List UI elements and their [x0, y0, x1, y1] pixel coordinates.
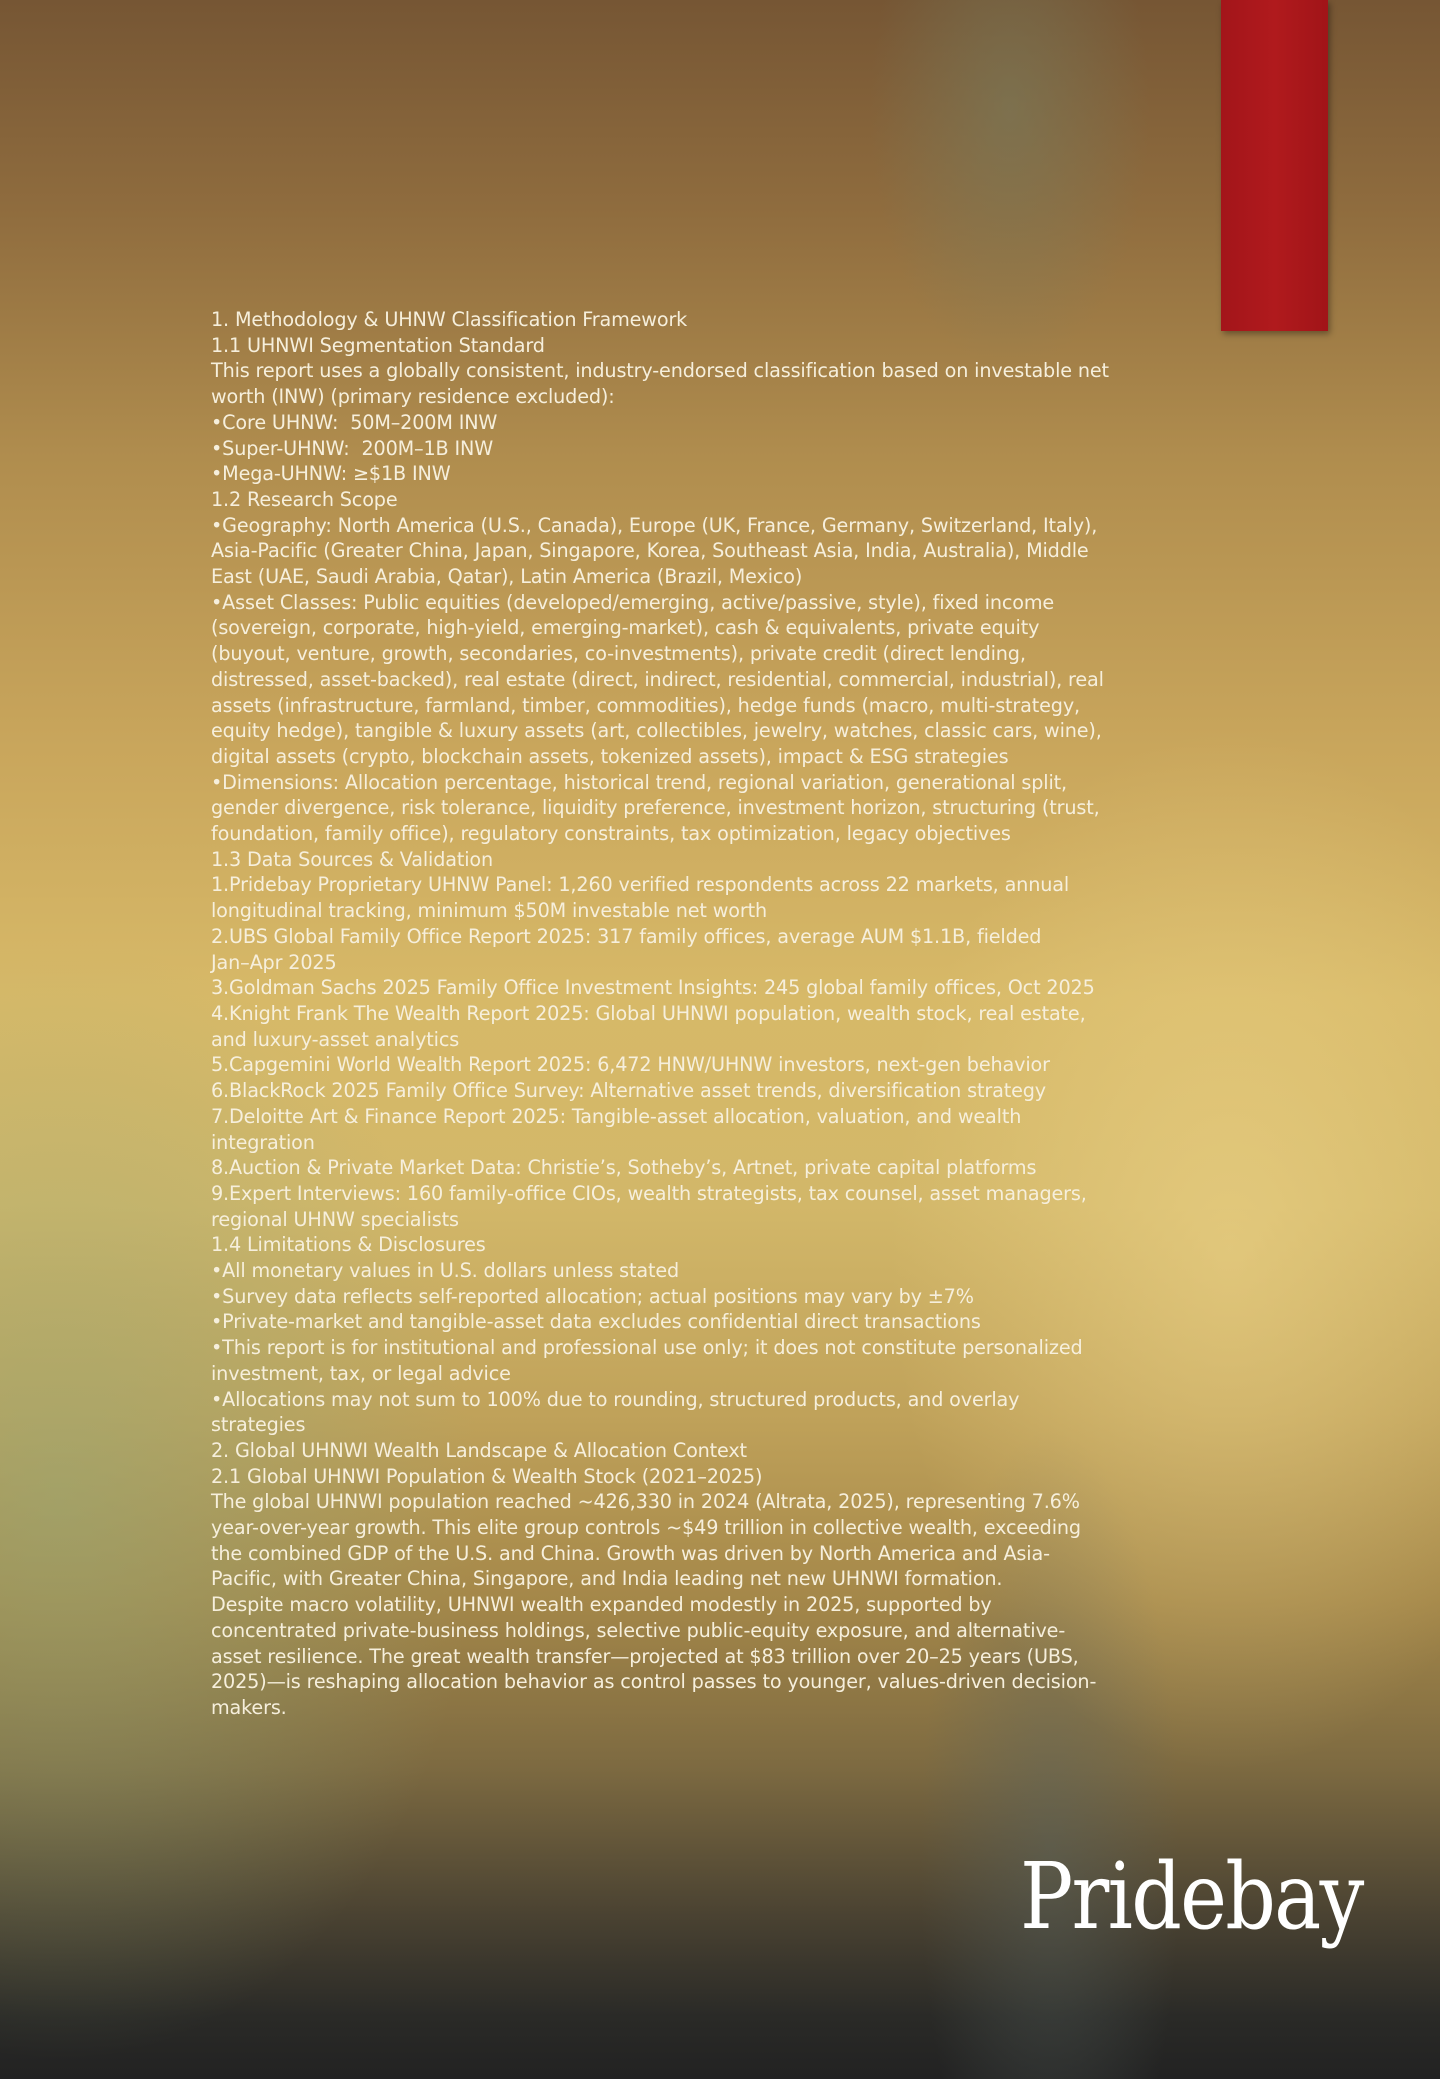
body-line: This report uses a globally consistent, industry-endorsed classification based on investable net [211, 359, 1109, 383]
body-line: integration [211, 1130, 315, 1154]
body-line: East (UAE, Saudi Arabia, Qatar), Latin America (Brazil, Mexico) [211, 565, 803, 589]
body-line: longitudinal tracking, minimum $50M investable net worth [211, 899, 767, 923]
body-line: Asia-Pacific (Greater China, Japan, Singapore, Korea, Southeast Asia, India, Australia), Middle [211, 539, 1089, 563]
body-line: 1.2 Research Scope [211, 487, 398, 511]
body-line: •Super-UHNW: 200M–1B INW [211, 436, 494, 460]
body-line: (sovereign, corporate, high-yield, emerging-market), cash & equivalents, private equity [211, 616, 1040, 640]
body-line: foundation, family office), regulatory constraints, tax optimization, legacy objectives [211, 822, 1011, 846]
body-line: •Geography: North America (U.S., Canada), Europe (UK, France, Germany, Switzerland, Italy), [211, 513, 1098, 537]
body-line: Jan–Apr 2025 [211, 950, 337, 974]
body-line: 7.Deloitte Art & Finance Report 2025: Tangible-asset allocation, valuation, and wealth [211, 1104, 1022, 1128]
body-line: 1.3 Data Sources & Validation [211, 847, 493, 871]
body-line: assets (infrastructure, farmland, timber, commodities), hedge funds (macro, multi-strategy, [211, 693, 1080, 717]
body-line: (buyout, venture, growth, secondaries, co-investments), private credit (direct lending, [211, 642, 1026, 666]
body-line: •Mega-UHNW: ≥$1B INW [211, 462, 451, 486]
body-line: •Private-market and tangible-asset data excludes confidential direct transactions [211, 1310, 981, 1334]
body-line: 3.Goldman Sachs 2025 Family Office Investment Insights: 245 global family offices, Oct 2025 [211, 976, 1095, 1000]
body-line: 2025)—is reshaping allocation behavior as control passes to younger, values-driven decision- [211, 1670, 1097, 1694]
body-line: Despite macro volatility, UHNWI wealth expanded modestly in 2025, supported by [211, 1593, 992, 1617]
body-line: the combined GDP of the U.S. and China. Growth was driven by North America and Asia- [211, 1541, 1050, 1565]
body-line: 1.4 Limitations & Disclosures [211, 1233, 486, 1257]
body-line: Pacific, with Greater China, Singapore, and India leading net new UHNWI formation. [211, 1567, 1003, 1591]
body-line: distressed, asset-backed), real estate (direct, indirect, residential, commercial, industrial), real [211, 667, 1104, 691]
body-line: 4.Knight Frank The Wealth Report 2025: Global UHNWI population, wealth stock, real estate, [211, 1001, 1086, 1025]
red-bookmark-ribbon [1221, 0, 1328, 331]
report-body-text [211, 307, 1191, 1721]
body-line: •Survey data reflects self-reported allocation; actual positions may vary by ±7% [211, 1284, 974, 1308]
body-line: equity hedge), tangible & luxury assets (art, collectibles, jewelry, watches, classic cars, wine), [211, 719, 1102, 743]
body-line: 1. Methodology & UHNW Classification Framework [211, 308, 688, 331]
body-line: •Allocations may not sum to 100% due to rounding, structured products, and overlay [211, 1387, 1020, 1411]
body-line: strategies [211, 1413, 306, 1437]
body-line: 2.1 Global UHNWI Population & Wealth Stock (2021–2025) [211, 1464, 763, 1488]
body-line: worth (INW) (primary residence excluded): [211, 385, 615, 409]
brand-logo-wordmark: Pridebay [1020, 1843, 1363, 1950]
body-line: 2. Global UHNWI Wealth Landscape & Allocation Context [211, 1438, 747, 1462]
body-line: 9.Expert Interviews: 160 family-office CIOs, wealth strategists, tax counsel, asset managers, [211, 1181, 1087, 1205]
body-line: gender divergence, risk tolerance, liquidity preference, investment horizon, structuring (trust, [211, 796, 1100, 820]
body-line: and luxury-asset analytics [211, 1027, 460, 1051]
body-line: makers. [211, 1695, 287, 1719]
body-line: asset resilience. The great wealth transfer—projected at $83 trillion over 20–25 years (UBS, [211, 1644, 1079, 1668]
body-line: 1.Pridebay Proprietary UHNW Panel: 1,260 verified respondents across 22 markets, annual [211, 873, 1070, 897]
body-line: concentrated private-business holdings, selective public-equity exposure, and alternative- [211, 1618, 1066, 1642]
body-line: •Asset Classes: Public equities (developed/emerging, active/passive, style), fixed income [211, 590, 1055, 614]
body-line: investment, tax, or legal advice [211, 1361, 511, 1385]
body-line: The global UHNWI population reached ~426,330 in 2024 (Altrata, 2025), representing 7.6% [211, 1490, 1080, 1514]
body-line: 5.Capgemini World Wealth Report 2025: 6,472 HNW/UHNW investors, next-gen behavior [211, 1053, 1050, 1077]
body-line: digital assets (crypto, blockchain assets, tokenized assets), impact & ESG strategies [211, 744, 1009, 768]
body-line: 6.BlackRock 2025 Family Office Survey: Alternative asset trends, diversification strategy [211, 1079, 1046, 1103]
body-line: 8.Auction & Private Market Data: Christie’s, Sotheby’s, Artnet, private capital platforms [211, 1156, 1037, 1180]
body-line: 2.UBS Global Family Office Report 2025: 317 family offices, average AUM $1.1B, fielded [211, 924, 1042, 948]
body-line: •All monetary values in U.S. dollars unless stated [211, 1259, 679, 1283]
body-line: •This report is for institutional and professional use only; it does not constitute personalized [211, 1336, 1083, 1360]
body-line: 1.1 UHNWI Segmentation Standard [211, 333, 545, 357]
body-line: •Core UHNW: 50M–200M INW [211, 410, 498, 434]
body-line: regional UHNW specialists [211, 1207, 459, 1231]
body-line: •Dimensions: Allocation percentage, historical trend, regional variation, generational split, [211, 770, 1067, 794]
body-line: year-over-year growth. This elite group controls ~$49 trillion in collective wealth, exceeding [211, 1516, 1081, 1540]
